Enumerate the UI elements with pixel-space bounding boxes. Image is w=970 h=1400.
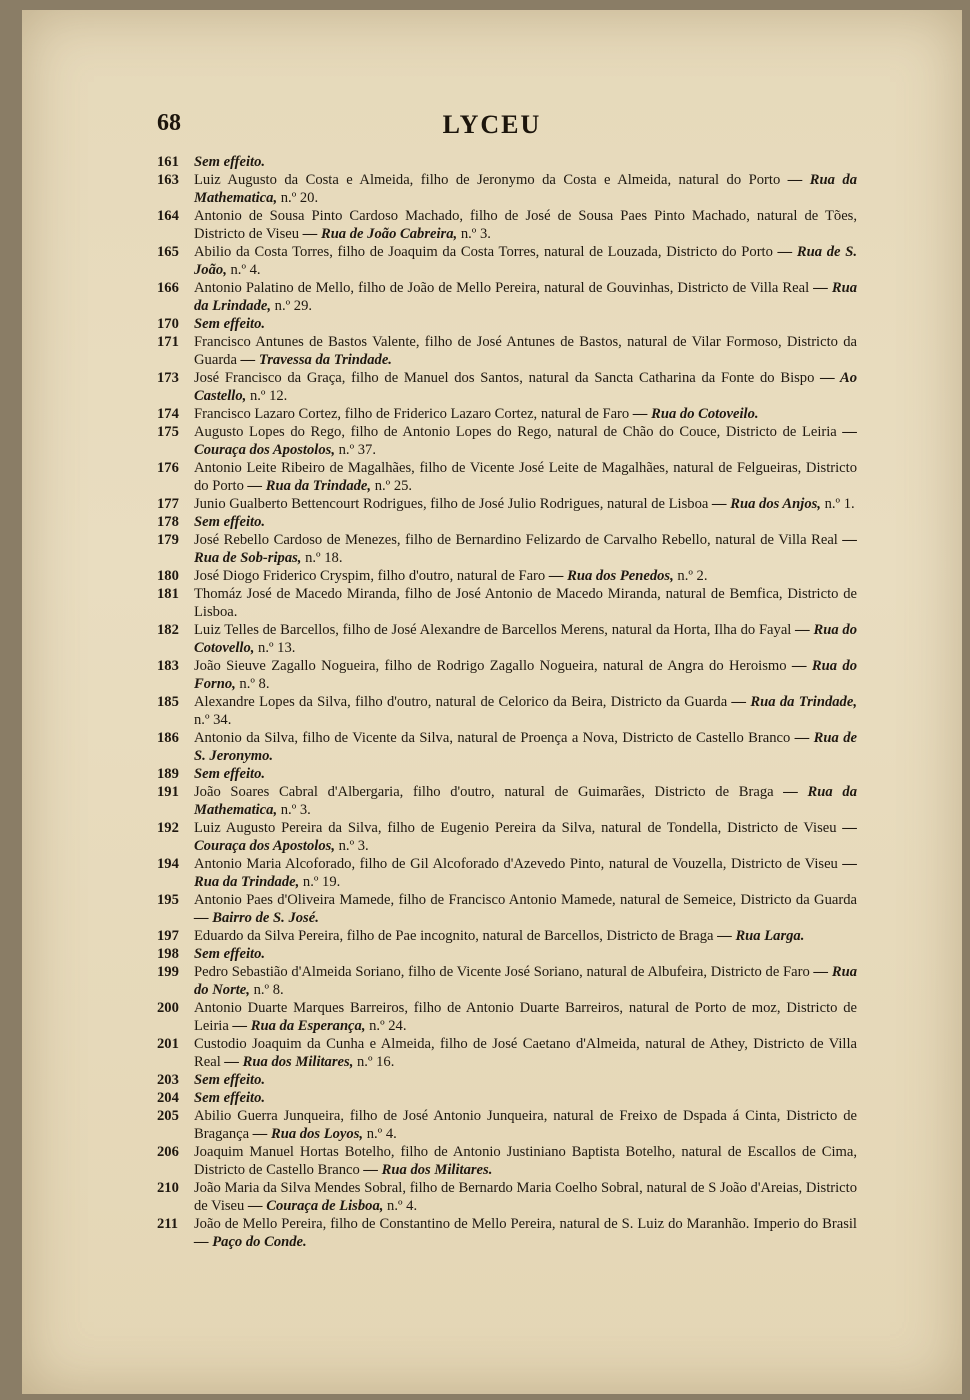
entry-text <box>194 424 857 459</box>
student-register-list <box>157 154 857 1252</box>
entry-number: 197 <box>157 927 179 944</box>
list-item <box>157 946 857 964</box>
entry-street: — Rua da Esperança, <box>232 1017 366 1034</box>
entry-description: Francisco Lazaro Cortez, filho de Friderico Lazaro Cortez, natural de Faro <box>194 405 630 422</box>
void-note: Sem effeito. <box>194 1071 266 1088</box>
entry-text <box>194 1036 857 1071</box>
entry-text <box>194 928 857 946</box>
list-item <box>157 316 857 334</box>
entry-house-number: n.º 3. <box>277 801 311 818</box>
entry-street: — Rua dos Penedos, <box>548 568 674 585</box>
entry-street: — Rua de S. Jeronymo. <box>194 730 857 764</box>
entry-street: — Paço do Conde. <box>194 1233 307 1250</box>
entry-house-number: n.º 4. <box>383 1197 418 1214</box>
list-item <box>157 1108 857 1143</box>
list-item <box>157 460 857 495</box>
entry-text <box>194 370 857 405</box>
void-note: Sem effeito. <box>194 945 266 962</box>
page-header <box>22 110 962 144</box>
entry-street: — Rua dos Anjos, <box>712 495 821 512</box>
entry-house-number: n.º 8. <box>249 981 284 998</box>
entry-street: — Rua da Trindade, <box>731 694 857 711</box>
entry-text <box>194 406 857 424</box>
entry-street: — Travessa da Trindade. <box>240 351 392 368</box>
list-item <box>157 856 857 891</box>
entry-text <box>194 1180 857 1215</box>
entry-text <box>194 460 857 495</box>
entry-number: 183 <box>157 658 179 675</box>
entry-number: 171 <box>157 334 179 351</box>
entry-house-number: n.º 29. <box>271 297 313 314</box>
entry-number: 195 <box>157 891 179 908</box>
entry-house-number: n.º 20. <box>277 189 319 206</box>
entry-house-number: n.º 1. <box>820 495 855 512</box>
list-item <box>157 892 857 927</box>
entry-description: Abilio da Costa Torres, filho de Joaquim da Costa Torres, natural de Louzada, Districto do Porto <box>194 244 773 261</box>
list-item <box>157 1144 857 1179</box>
entry-number: 206 <box>157 1144 179 1161</box>
entry-text <box>194 532 857 567</box>
list-item <box>157 586 857 621</box>
entry-description: Alexandre Lopes da Silva, filho d'outro, natural de Celorico da Beira, Districto da Guarda <box>194 694 728 711</box>
entry-street: — Rua de S. João, <box>194 244 857 278</box>
list-item <box>157 784 857 819</box>
list-item <box>157 964 857 999</box>
list-item <box>157 370 857 405</box>
entry-street: — Rua do Norte, <box>194 964 857 998</box>
entry-text <box>194 784 857 819</box>
entry-street: — Rua dos Militares, <box>224 1053 354 1070</box>
entry-house-number: n.º 4. <box>363 1125 397 1142</box>
entry-street: — Rua da Trindade, <box>247 477 372 494</box>
entry-number: 166 <box>157 279 179 296</box>
entry-number: 199 <box>157 964 179 981</box>
entry-number: 204 <box>157 1090 179 1107</box>
entry-description: Joaquim Manuel Hortas Botelho, filho de Antonio Justiniano Baptista Botelho, natural de Escallos de Cima, Districto de Castello Branco <box>194 1144 857 1178</box>
list-item <box>157 658 857 693</box>
entry-description: Luiz Augusto Pereira da Silva, filho de Eugenio Pereira da Silva, natural de Tondella, Districto de Viseu <box>194 820 837 837</box>
entry-house-number: n.º 3. <box>334 837 369 854</box>
entry-text <box>194 658 857 693</box>
entry-description: Luiz Telles de Barcellos, filho de José Alexandre de Barcellos Merens, natural da Horta, Ilha do Fayal <box>194 622 792 639</box>
entry-street: — Couraça de Lisboa, <box>248 1197 384 1214</box>
entry-number: 176 <box>157 459 179 476</box>
running-title: LYCEU <box>442 110 542 139</box>
entry-house-number: n.º 34. <box>194 711 232 728</box>
entry-text <box>194 1000 857 1035</box>
entry-number: 182 <box>157 622 179 639</box>
entry-description: Pedro Sebastião d'Almeida Soriano, filho de Vicente José Soriano, natural de Albufeira, Districto de Faro <box>194 964 810 981</box>
entry-text <box>194 1090 857 1108</box>
entry-street: — Bairro de S. José. <box>194 909 319 926</box>
entry-street: — Rua de João Cabreira, <box>302 225 458 242</box>
entry-description: Luiz Augusto da Costa e Almeida, filho de Jeronymo da Costa e Almeida, natural do Porto <box>194 172 781 189</box>
entry-text <box>194 622 857 657</box>
list-item <box>157 1036 857 1071</box>
entry-text <box>194 208 857 243</box>
entry-description: José Diogo Friderico Cryspim, filho d'outro, natural de Faro <box>194 568 546 585</box>
entry-description: João Sieuve Zagallo Nogueira, filho de Rodrigo Zagallo Nogueira, natural de Angra do Heroismo <box>194 658 787 675</box>
entry-number: 192 <box>157 820 179 837</box>
list-item <box>157 514 857 532</box>
entry-number: 186 <box>157 730 179 746</box>
list-item <box>157 694 857 729</box>
entry-number: 205 <box>157 1108 179 1125</box>
entry-description: Custodio Joaquim da Cunha e Almeida, filho de José Caetano d'Almeida, natural de Athey, Districto de Villa Real <box>194 1035 857 1070</box>
void-note: Sem effeito. <box>194 1090 266 1107</box>
entry-text <box>194 856 857 891</box>
list-item <box>157 406 857 424</box>
entry-number: 170 <box>157 315 179 332</box>
entry-street: — Rua da Trindade, <box>194 855 857 890</box>
entry-house-number: n.º 37. <box>334 441 376 458</box>
entry-text <box>194 1216 857 1251</box>
entry-number: 163 <box>157 172 179 189</box>
entry-text <box>194 766 857 784</box>
entry-number: 189 <box>157 765 179 782</box>
entry-number: 174 <box>157 405 179 422</box>
entry-number: 201 <box>157 1035 179 1052</box>
entry-text <box>194 568 857 586</box>
entry-text <box>194 946 857 964</box>
list-item <box>157 1090 857 1108</box>
entry-house-number: n.º 19. <box>299 873 341 890</box>
entry-description: Thomáz José de Macedo Miranda, filho de José Antonio de Macedo Miranda, natural de Bemfica, Districto de Lisboa. <box>194 586 857 621</box>
page-number: 68 <box>157 110 181 136</box>
entry-description: Augusto Lopes do Rego, filho de Antonio Lopes do Rego, natural de Chão do Couce, Districto de Leiria <box>194 424 837 441</box>
list-item <box>157 928 857 946</box>
list-item <box>157 172 857 207</box>
void-note: Sem effeito. <box>194 514 266 531</box>
list-item <box>157 766 857 784</box>
entry-text <box>194 514 857 532</box>
entry-number: 175 <box>157 424 179 441</box>
entry-description: José Rebello Cardoso de Menezes, filho de Bernardino Felizardo de Carvalho Rebello, natural de Villa Real <box>194 532 838 549</box>
entry-text <box>194 1072 857 1090</box>
list-item <box>157 730 857 765</box>
entry-description: João Maria da Silva Mendes Sobral, filho de Bernardo Maria Coelho Sobral, natural de S João d'Areias, Districto de Viseu <box>194 1180 857 1214</box>
entry-text <box>194 280 857 315</box>
entry-number: 211 <box>157 1215 179 1232</box>
void-note: Sem effeito. <box>194 154 266 170</box>
entry-description: Junio Gualberto Bettencourt Rodrigues, filho de José Julio Rodrigues, natural de Lisboa <box>194 495 709 512</box>
entry-house-number: n.º 4. <box>226 261 261 278</box>
list-item <box>157 820 857 855</box>
entry-house-number: n.º 13. <box>254 639 296 656</box>
entry-house-number: n.º 8. <box>235 675 270 692</box>
entry-description: Antonio da Silva, filho de Vicente da Silva, natural de Proença a Nova, Districto de Castello Branco <box>194 730 791 746</box>
entry-number: 191 <box>157 784 179 801</box>
entry-number: 179 <box>157 532 179 549</box>
entry-number: 164 <box>157 208 179 225</box>
entry-street: — Rua dos Loyos, <box>252 1125 364 1142</box>
entry-description: Abilio Guerra Junqueira, filho de José Antonio Junqueira, natural de Freixo de Dspada á Cinta, Districto de Bragança <box>194 1108 857 1142</box>
entry-number: 180 <box>157 568 179 585</box>
entry-number: 210 <box>157 1180 179 1197</box>
entry-text <box>194 496 857 514</box>
entry-street: — Rua do Cotoveilo. <box>632 405 759 422</box>
entry-number: 161 <box>157 154 179 170</box>
entry-street: — Rua do Forno, <box>194 658 858 692</box>
entry-house-number: n.º 3. <box>457 225 491 242</box>
list-item <box>157 1216 857 1251</box>
entry-description: Eduardo da Silva Pereira, filho de Pae incognito, natural de Barcellos, Districto de Braga <box>194 927 714 944</box>
entry-description: Francisco Antunes de Bastos Valente, filho de José Antunes de Bastos, natural de Vilar Formoso, Districto da Guarda <box>194 334 857 368</box>
entry-text <box>194 1144 857 1179</box>
entry-street: — Rua dos Militares. <box>363 1161 493 1178</box>
list-item <box>157 334 857 369</box>
entry-number: 198 <box>157 945 179 962</box>
entry-text <box>194 1108 857 1143</box>
entry-number: 200 <box>157 1000 179 1017</box>
entry-street: — Rua da Mathematica, <box>194 172 857 206</box>
entry-number: 203 <box>157 1071 179 1088</box>
list-item <box>157 496 857 514</box>
entry-number: 177 <box>157 495 179 512</box>
list-item <box>157 280 857 315</box>
entry-text <box>194 172 857 207</box>
entry-text <box>194 892 857 927</box>
list-item <box>157 532 857 567</box>
void-note: Sem effeito. <box>194 765 266 782</box>
list-item <box>157 1180 857 1215</box>
entry-house-number: n.º 25. <box>371 477 413 494</box>
entry-text <box>194 730 857 765</box>
entry-street: — Rua Larga. <box>717 927 805 944</box>
entry-number: 173 <box>157 369 179 386</box>
list-item <box>157 244 857 279</box>
list-item <box>157 1072 857 1090</box>
list-item <box>157 568 857 586</box>
entry-text <box>194 334 857 369</box>
entry-number: 194 <box>157 855 179 872</box>
entry-description: Antonio Leite Ribeiro de Magalhães, filho de Vicente José Leite de Magalhães, natural de Felgueiras, Districto do Porto <box>194 459 857 494</box>
list-item <box>157 1000 857 1035</box>
entry-number: 185 <box>157 694 179 711</box>
entry-street: — Rua da Lrindade, <box>194 279 857 314</box>
entry-house-number: n.º 24. <box>365 1017 407 1034</box>
entry-text <box>194 154 857 172</box>
entry-street: — Rua de Sob-ripas, <box>194 532 857 566</box>
entry-description: Antonio Palatino de Mello, filho de João de Mello Pereira, natural de Gouvinhas, Districto de Villa Real <box>194 279 810 296</box>
entry-number: 178 <box>157 514 179 531</box>
list-item <box>157 208 857 243</box>
entry-street: — Rua do Cotovello, <box>194 622 857 656</box>
entry-description: João de Mello Pereira, filho de Constantino de Mello Pereira, natural de S. Luiz do Maranhão. Imperio do Brasil <box>194 1215 857 1232</box>
list-item <box>157 154 857 172</box>
entry-description: José Francisco da Graça, filho de Manuel dos Santos, natural da Sancta Catharina da Fonte do Bispo <box>194 369 815 386</box>
entry-description: Antonio de Sousa Pinto Cardoso Machado, filho de José de Sousa Paes Pinto Machado, natural de Tões, Districto de Viseu <box>194 208 857 242</box>
entry-text <box>194 244 857 279</box>
entry-street: — Couraça dos Apostolos, <box>194 424 857 458</box>
entry-house-number: n.º 18. <box>301 549 343 566</box>
entry-number: 181 <box>157 586 179 603</box>
entry-description: Antonio Duarte Marques Barreiros, filho de Antonio Duarte Barreiros, natural de Porto de moz, Districto de Leiria <box>194 1000 857 1034</box>
entry-street: — Ao Castello, <box>194 369 857 404</box>
entry-text <box>194 964 857 999</box>
entry-street: — Couraça dos Apostolos, <box>194 820 857 854</box>
entry-description: Antonio Paes d'Oliveira Mamede, filho de Francisco Antonio Mamede, natural de Semeice, Districto da Guarda <box>194 891 857 908</box>
entry-house-number: n.º 2. <box>673 568 708 585</box>
list-item <box>157 424 857 459</box>
entry-house-number: n.º 16. <box>353 1053 395 1070</box>
entry-description: João Soares Cabral d'Albergaria, filho d'outro, natural de Guimarães, Districto de Braga <box>194 784 774 801</box>
book-page <box>22 10 962 1394</box>
entry-description: Antonio Maria Alcoforado, filho de Gil Alcoforado d'Azevedo Pinto, natural de Vouzella, Districto de Viseu <box>194 855 838 872</box>
entry-text <box>194 820 857 855</box>
entry-text <box>194 586 857 621</box>
entry-text <box>194 694 857 729</box>
entry-street: — Rua da Mathematica, <box>194 784 857 818</box>
entry-text <box>194 316 857 334</box>
void-note: Sem effeito. <box>194 315 266 332</box>
entry-house-number: n.º 12. <box>246 387 288 404</box>
list-item <box>157 622 857 657</box>
entry-number: 165 <box>157 244 179 261</box>
